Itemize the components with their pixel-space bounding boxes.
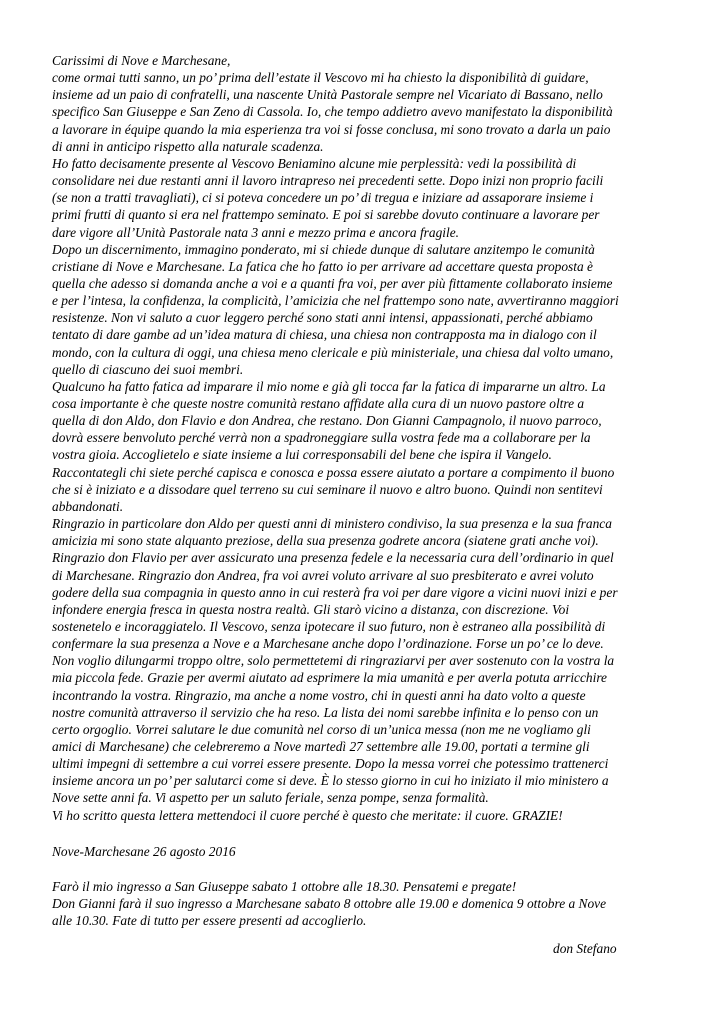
body-line: amici di Marchesane) che celebreremo a Nove martedì 27 settembre alle 19.00, portati a termine gli <box>52 739 590 754</box>
body-line: mia piccola fede. Grazie per avermi aiutato ad esprimere la mia umanità e per averla potuta arricchire <box>52 670 607 686</box>
body-line: ultimi impegni di settembre a cui vorrei essere presente. Dopo la messa vorrei che potessimo trattenerci <box>52 756 609 772</box>
body-line: Non voglio dilungarmi troppo oltre, solo permettetemi di ringraziarvi per aver sostenuto con la vostra la <box>52 653 615 669</box>
body-line: abbandonati. <box>52 498 124 514</box>
body-line: quella che adesso si domanda anche a voi e a quanti fra voi, per aver più fittamente collaborato insieme <box>52 275 613 291</box>
body-line: resistenze. Non vi saluto a cuor leggero perché sono stati anni intensi, appassionati, perché abbiamo <box>52 310 593 326</box>
body-line: sostenetelo e incoraggiatelo. Il Vescovo, senza ipotecare il suo futuro, non è estraneo alla possibilità di <box>52 618 606 634</box>
body-line: tentato di dare gambe ad un’idea matura di chiesa, una chiesa non contrapposta ma in dialogo con il <box>52 327 597 343</box>
note-line: Don Gianni farà il suo ingresso a Marchesane sabato 8 ottobre alle 19.00 e domenica 9 ottobre a Nove <box>52 896 607 912</box>
body-line: godere della sua compagnia in questo anno in cui resterà fra voi per dare vigore a vicini nuovi inizi e per <box>52 584 618 600</box>
body-line: mondo, con la cultura di oggi, una chiesa meno clericale e più ministeriale, una chiesa dal volto umano, <box>52 344 614 360</box>
body-line: amicizia mi sono state alquanto preziose, della sua presenza godrete ancora (siatene grati anche voi). <box>52 533 599 549</box>
body-line: consolidare nei due restanti anni il lavoro intrapreso nei precedenti sette. Dopo inizi non proprio facili <box>52 173 604 189</box>
note-line: alle 10.30. Fate di tutto per essere presenti ad accoglierlo. <box>52 913 367 929</box>
body-line: incontrando la vostra. Ringrazio, ma anche a nome vostro, chi in questi anni ha dato volto a queste <box>52 687 586 703</box>
body-line: che si è iniziato e a dissodare quel terreno su cui seminare il nuovo e altro buono. Quindi non sentitevi <box>52 481 603 497</box>
body-line: insieme ancora un po’ per salutarci come si deve. È lo stesso giorno in cui ho iniziato il mio ministero a <box>52 773 609 789</box>
body-line: infondere energia fresca in questa nostra realtà. Gli starò vicino a distanza, con discrezione. Voi <box>52 601 570 617</box>
body-line: Raccontategli chi siete perché capisca e conosca e possa essere aiutato a portare a compimento il buono <box>52 464 615 480</box>
body-line: come ormai tutti sanno, un po’ prima dell’estate il Vescovo mi ha chiesto la disponibilità di guidare, <box>52 70 589 86</box>
body-line: confermare la sua presenza a Nove e a Marchesane anche dopo l’ordinazione. Forse un po’ ce lo deve. <box>52 636 604 652</box>
note-line: Farò il mio ingresso a San Giuseppe sabato 1 ottobre alle 18.30. Pensatemi e pregate! <box>52 879 517 894</box>
body-line: Ho fatto decisamente presente al Vescovo Beniamino alcune mie perplessità: vedi la possibilità di <box>52 155 577 171</box>
body-line: Vi ho scritto questa lettera mettendoci il cuore perché è questo che meritate: il cuore. GRAZIE! <box>52 807 563 823</box>
body-line: quella di don Aldo, don Flavio e don Andrea, che restano. Don Gianni Campagnolo, il nuovo parroco, <box>52 413 602 429</box>
body-line: vostra gioia. Accoglietelo e siate insieme a lui corresponsabili del bene che ispira il Vangelo. <box>52 447 552 463</box>
body-line: Dopo un discernimento, immagino ponderato, mi si chiede dunque di salutare anzitempo le comunità <box>52 241 595 257</box>
body-line: cosa importante è che queste nostre comunità restano affidate alla cura di un nuovo pastore oltre a <box>52 396 585 411</box>
date-line: Nove-Marchesane 26 agosto 2016 <box>52 844 236 859</box>
body-line: (se non a tratti travagliati), ci si poteva concedere un po’ di tregua e iniziare ad assaporare insieme i <box>52 190 594 206</box>
body-line: specifico San Giuseppe e San Zeno di Cassola. Io, che tempo addietro avevo manifestato la disponibilità <box>52 104 613 120</box>
body-line: di anni in anticipo rispetto alla naturale scadenza. <box>52 138 324 154</box>
body-line: e per l’intesa, la confidenza, la complicità, l’amicizia che nel frattempo sono nate, avvertiranno maggiori <box>52 293 619 309</box>
body-line: Ringrazio don Flavio per aver assicurato una presenza fedele e la necessaria cura dell’ordinario in quel <box>52 550 614 566</box>
body-line: Qualcuno ha fatto fatica ad imparare il mio nome e già gli tocca far la fatica di impararne un altro. La <box>52 378 606 394</box>
body-line: dare vigore all’Unità Pastorale nata 3 anni e mezzo prima e ancora fragile. <box>52 224 460 240</box>
body-line: certo orgoglio. Vorrei salutare le due comunità nel corso di un’unica messa (non me ne vogliamo gli <box>52 721 591 737</box>
body-line: quello di ciascuno dei suoi membri. <box>52 361 244 377</box>
body-line: cristiane di Nove e Marchesane. La fatica che ho fatto io per arrivare ad accettare questa proposta è <box>52 258 593 274</box>
body-line: insieme ad un paio di confratelli, una nascente Unità Pastorale sempre nel Vicariato di Bassano, nello <box>52 87 603 103</box>
body-line: primi frutti di quanto si era nel frattempo seminato. E poi si sarebbe dovuto continuare a lavorare per <box>52 207 600 223</box>
body-line: Nove sette anni fa. Vi aspetto per un saluto feriale, senza pompe, senza formalità. <box>52 790 489 806</box>
body-line: di Marchesane. Ringrazio don Andrea, fra voi avrei voluto arrivare al suo presbiterato e avrei voluto <box>52 567 594 583</box>
body-line: Carissimi di Nove e Marchesane, <box>52 53 231 68</box>
body-line: dovrà essere benvoluto perché verrà non a spadroneggiare sulla vostra fede ma a collaborare per la <box>52 430 591 446</box>
body-line: a lavorare in équipe quando la mia esperienza tra voi si fosse conclusa, mi sono trovato a darla un paio <box>52 121 611 137</box>
signature: don Stefano <box>553 941 617 956</box>
body-line: nostre comunità attraverso il servizio che ha reso. La lista dei nomi sarebbe infinita e lo penso con un <box>52 704 599 720</box>
body-line: Ringrazio in particolare don Aldo per questi anni di ministero condiviso, la sua presenza e la sua franca <box>52 516 612 532</box>
